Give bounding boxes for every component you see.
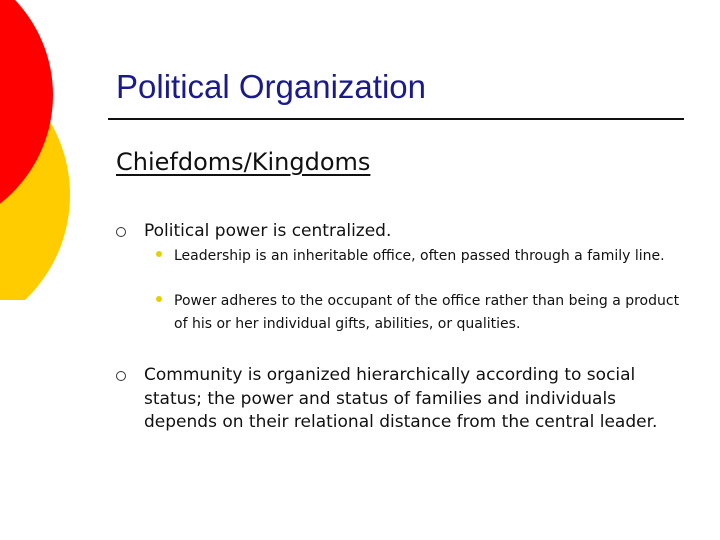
- filled-circle-bullet-icon: [156, 296, 162, 302]
- sub-bullet-item: [156, 290, 686, 336]
- filled-circle-bullet-icon: [156, 251, 162, 257]
- sub-bullet-text: Leadership is an inheritable office, often passed through a family line.: [174, 248, 665, 264]
- hollow-circle-bullet-icon: [116, 371, 126, 381]
- sub-bullet-item: [156, 245, 676, 268]
- slide-subtitle: Chiefdoms/Kingdoms: [116, 148, 371, 176]
- bullet-item: [116, 220, 391, 244]
- bullet-text: Community is organized hierarchically according to social status; the power and status of families and individuals depends on their relational distance from the central leader.: [144, 365, 658, 432]
- bullet-text: Political power is centralized.: [144, 221, 392, 241]
- title-divider: [108, 118, 684, 120]
- bullet-item: [116, 364, 676, 435]
- hollow-circle-bullet-icon: [116, 227, 126, 237]
- slide-title: Political Organization: [116, 68, 426, 105]
- decorative-circles: [0, 0, 80, 300]
- sub-bullet-text: Power adheres to the occupant of the office rather than being a product of his or her individual gifts, abilities, or qualities.: [174, 293, 680, 332]
